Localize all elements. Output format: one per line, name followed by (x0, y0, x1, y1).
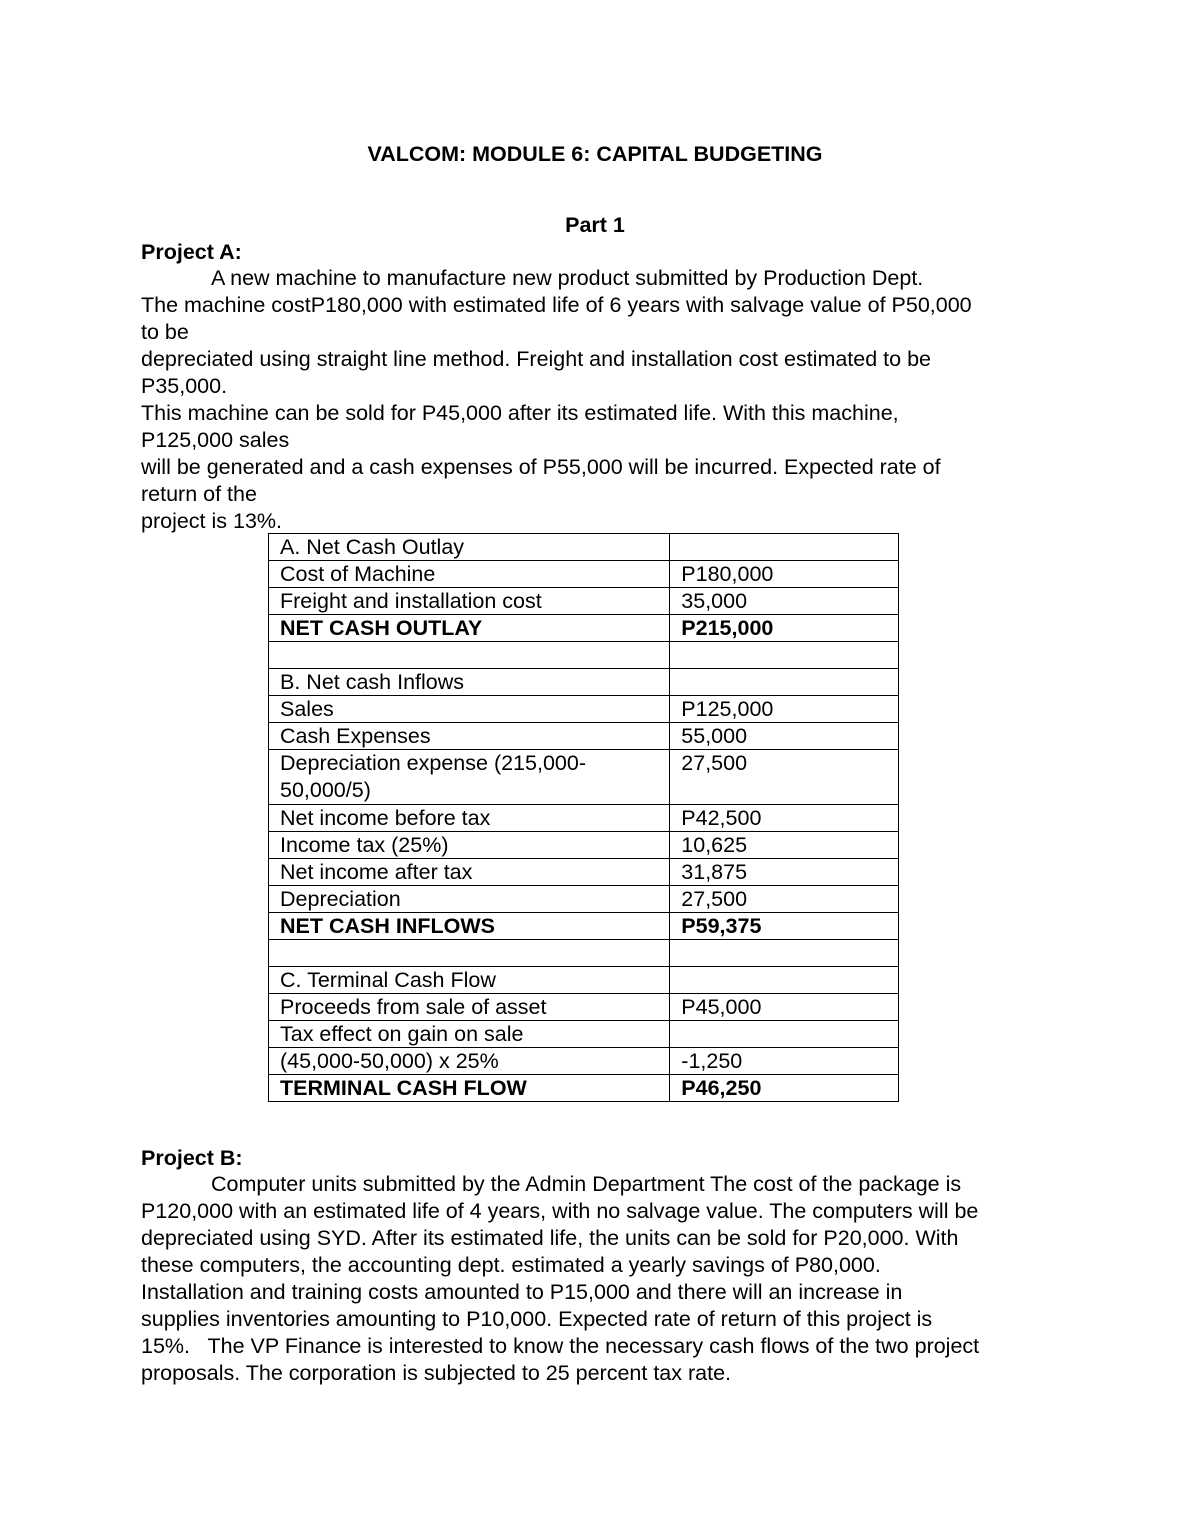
row-label: Cash Expenses (269, 723, 670, 750)
table-row (269, 859, 899, 886)
row-label (269, 940, 670, 967)
row-value: P42,500 (670, 805, 899, 832)
cash-flow-table (268, 533, 899, 1102)
project-a-line: to be (141, 320, 189, 344)
project-a-line: This machine can be sold for P45,000 after its estimated life. With this machine, (141, 401, 899, 425)
document-title: VALCOM: MODULE 6: CAPITAL BUDGETING (367, 142, 823, 166)
row-value: 10,625 (670, 832, 899, 859)
table-row (269, 669, 899, 696)
table-row-total (269, 615, 899, 642)
row-label: TERMINAL CASH FLOW (269, 1075, 670, 1102)
row-value (670, 534, 899, 561)
row-value: 27,500 (670, 750, 899, 805)
row-label: Sales (269, 696, 670, 723)
row-value: 27,500 (670, 886, 899, 913)
row-label: Proceeds from sale of asset (269, 994, 670, 1021)
row-value (670, 642, 899, 669)
table-row (269, 750, 899, 805)
project-a-line: P125,000 sales (141, 428, 290, 452)
project-a-heading: Project A: (141, 240, 242, 264)
project-a-line: project is 13%. (141, 509, 283, 533)
project-b-line: these computers, the accounting dept. estimated a yearly savings of P80,000. (141, 1253, 881, 1277)
row-label: A. Net Cash Outlay (269, 534, 670, 561)
project-b-line: supplies inventories amounting to P10,000. Expected rate of return of this project is (141, 1307, 933, 1331)
row-label: Tax effect on gain on sale (269, 1021, 670, 1048)
table-row (269, 534, 899, 561)
table-row-total (269, 1075, 899, 1102)
project-b-description (141, 1171, 1071, 1387)
table-row (269, 832, 899, 859)
table-row (269, 967, 899, 994)
row-label: Freight and installation cost (269, 588, 670, 615)
row-value: 35,000 (670, 588, 899, 615)
row-label: Cost of Machine (269, 561, 670, 588)
project-a-description (141, 265, 1071, 535)
row-value (670, 1021, 899, 1048)
project-a-line: P35,000. (141, 374, 228, 398)
row-label: Depreciation expense (215,000-50,000/5) (269, 750, 670, 805)
project-a-line: depreciated using straight line method. Freight and installation cost estimated to be (141, 347, 931, 371)
table-row (269, 1021, 899, 1048)
row-label (269, 642, 670, 669)
row-value: 55,000 (670, 723, 899, 750)
row-value: -1,250 (670, 1048, 899, 1075)
project-b-line: proposals. The corporation is subjected to 25 percent tax rate. (141, 1361, 732, 1385)
part-heading: Part 1 (565, 213, 625, 237)
row-label: NET CASH OUTLAY (269, 615, 670, 642)
table-row-total (269, 913, 899, 940)
project-b-line: Installation and training costs amounted to P15,000 and there will an increase in (141, 1280, 903, 1304)
project-a-line: The machine costP180,000 with estimated life of 6 years with salvage value of P50,000 (141, 293, 972, 317)
row-value: P180,000 (670, 561, 899, 588)
project-a-line: return of the (141, 482, 257, 506)
table-row (269, 1048, 899, 1075)
row-value: P46,250 (670, 1075, 899, 1102)
row-value: P125,000 (670, 696, 899, 723)
project-b-line: P120,000 with an estimated life of 4 years, with no salvage value. The computers will be (141, 1199, 979, 1223)
row-value: P215,000 (670, 615, 899, 642)
table-row-blank (269, 940, 899, 967)
table-row (269, 588, 899, 615)
row-label: Net income before tax (269, 805, 670, 832)
table-row (269, 723, 899, 750)
project-b-heading: Project B: (141, 1146, 243, 1170)
project-b-line: depreciated using SYD. After its estimated life, the units can be sold for P20,000. With (141, 1226, 959, 1250)
table-row-blank (269, 642, 899, 669)
table-row (269, 696, 899, 723)
project-a-line: A new machine to manufacture new product submitted by Production Dept. (211, 266, 924, 290)
table-row (269, 561, 899, 588)
row-value: P45,000 (670, 994, 899, 1021)
row-label: B. Net cash Inflows (269, 669, 670, 696)
project-b-line: 15%. The VP Finance is interested to know the necessary cash flows of the two project (141, 1334, 980, 1358)
row-label: Depreciation (269, 886, 670, 913)
row-value: P59,375 (670, 913, 899, 940)
project-a-line: will be generated and a cash expenses of P55,000 will be incurred. Expected rate of (141, 455, 941, 479)
row-value: 31,875 (670, 859, 899, 886)
row-label: NET CASH INFLOWS (269, 913, 670, 940)
row-value (670, 669, 899, 696)
project-b-line: Computer units submitted by the Admin Department The cost of the package is (211, 1172, 962, 1196)
row-value (670, 940, 899, 967)
row-label: Net income after tax (269, 859, 670, 886)
row-label: (45,000-50,000) x 25% (269, 1048, 670, 1075)
row-label: C. Terminal Cash Flow (269, 967, 670, 994)
table-row (269, 994, 899, 1021)
table-row (269, 886, 899, 913)
row-label: Income tax (25%) (269, 832, 670, 859)
table-row (269, 805, 899, 832)
row-value (670, 967, 899, 994)
